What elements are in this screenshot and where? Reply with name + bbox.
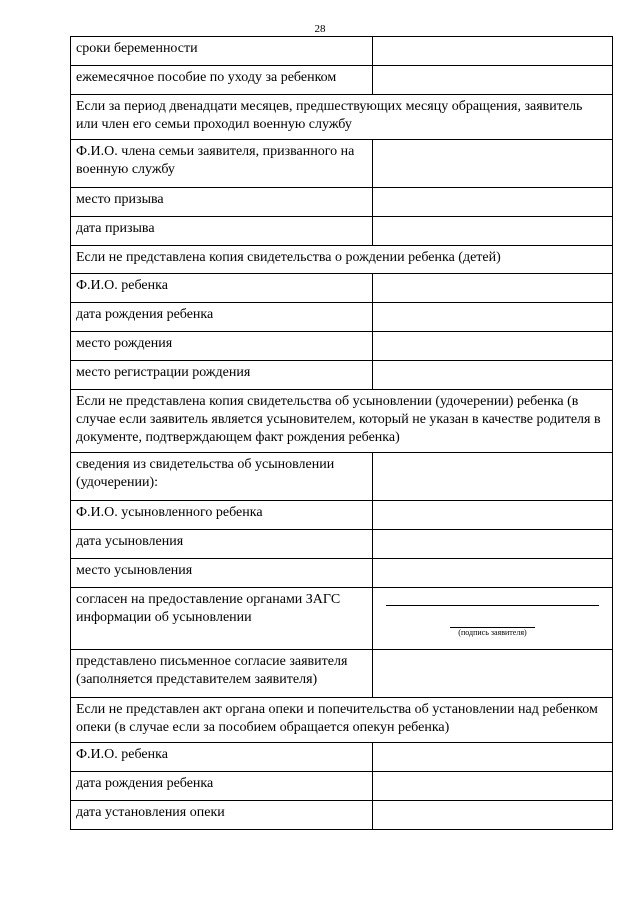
field-value[interactable]	[373, 140, 613, 188]
row-child-name	[71, 274, 613, 303]
field-label: место рождения	[71, 332, 373, 361]
field-value[interactable]	[373, 559, 613, 588]
field-label: сроки беременности	[71, 37, 373, 66]
field-value[interactable]	[373, 650, 613, 698]
field-value[interactable]	[373, 530, 613, 559]
field-label: дата установления опеки	[71, 801, 373, 830]
field-label: место регистрации рождения	[71, 361, 373, 390]
section-adoption-certificate	[71, 390, 613, 453]
field-value[interactable]	[373, 743, 613, 772]
field-value[interactable]	[373, 332, 613, 361]
field-value[interactable]	[373, 274, 613, 303]
signature-line	[386, 605, 599, 606]
field-label: место усыновления	[71, 559, 373, 588]
section-birth-certificate	[71, 246, 613, 274]
field-label: Ф.И.О. ребенка	[71, 274, 373, 303]
field-label: согласен на предоставление органами ЗАГС информации об усыновлении	[71, 588, 373, 650]
field-value[interactable]	[373, 801, 613, 830]
row-adopted-child-name	[71, 501, 613, 530]
row-ward-child-name	[71, 743, 613, 772]
field-value[interactable]	[373, 501, 613, 530]
row-written-consent	[71, 650, 613, 698]
row-conscript-family-member-name	[71, 140, 613, 188]
section-header: Если не представлена копия свидетельства о рождении ребенка (детей)	[71, 246, 613, 274]
field-value[interactable]	[373, 772, 613, 801]
section-guardianship-act	[71, 698, 613, 743]
field-label: дата рождения ребенка	[71, 303, 373, 332]
field-label: представлено письменное согласие заявителя (заполняется представителем заявителя)	[71, 650, 373, 698]
field-label: Ф.И.О. члена семьи заявителя, призванного на военную службу	[71, 140, 373, 188]
field-value[interactable]	[373, 361, 613, 390]
field-label: Ф.И.О. усыновленного ребенка	[71, 501, 373, 530]
row-pregnancy-term	[71, 37, 613, 66]
field-value[interactable]	[373, 217, 613, 246]
field-label: дата усыновления	[71, 530, 373, 559]
row-monthly-childcare-allowance	[71, 66, 613, 95]
row-adoption-place	[71, 559, 613, 588]
row-registry-consent	[71, 588, 613, 650]
field-label: дата призыва	[71, 217, 373, 246]
field-value[interactable]	[373, 188, 613, 217]
page-number: 28	[314, 23, 326, 35]
section-military-service	[71, 95, 613, 140]
row-conscription-date	[71, 217, 613, 246]
row-conscription-place	[71, 188, 613, 217]
row-adoption-certificate-info	[71, 453, 613, 501]
signature-caption: (подпись заявителя)	[458, 628, 527, 637]
application-form-table	[70, 36, 613, 830]
field-label: Ф.И.О. ребенка	[71, 743, 373, 772]
field-label: место призыва	[71, 188, 373, 217]
field-value[interactable]	[373, 37, 613, 66]
field-label: ежемесячное пособие по уходу за ребенком	[71, 66, 373, 95]
field-value[interactable]	[373, 66, 613, 95]
row-birth-place	[71, 332, 613, 361]
field-label: сведения из свидетельства об усыновлении (удочерении):	[71, 453, 373, 501]
row-adoption-date	[71, 530, 613, 559]
field-value[interactable]	[373, 303, 613, 332]
section-header: Если за период двенадцати месяцев, предшествующих месяцу обращения, заявитель или член его семьи проходил военную службу	[71, 95, 613, 140]
field-label: дата рождения ребенка	[71, 772, 373, 801]
row-ward-child-birth-date	[71, 772, 613, 801]
section-header: Если не представлен акт органа опеки и попечительства об установлении над ребенком опеки (в случае если за пособием обращается опекун ребенка)	[71, 698, 613, 743]
row-birth-registration-place	[71, 361, 613, 390]
field-value[interactable]	[373, 453, 613, 501]
signature-field[interactable]	[373, 588, 613, 650]
row-guardianship-date	[71, 801, 613, 830]
row-child-birth-date	[71, 303, 613, 332]
section-header: Если не представлена копия свидетельства об усыновлении (удочерении) ребенка (в случае если заявитель является усыновителем, который не указан в качестве родителя в документе, подтверждающем факт рождения ребенка)	[71, 390, 613, 453]
